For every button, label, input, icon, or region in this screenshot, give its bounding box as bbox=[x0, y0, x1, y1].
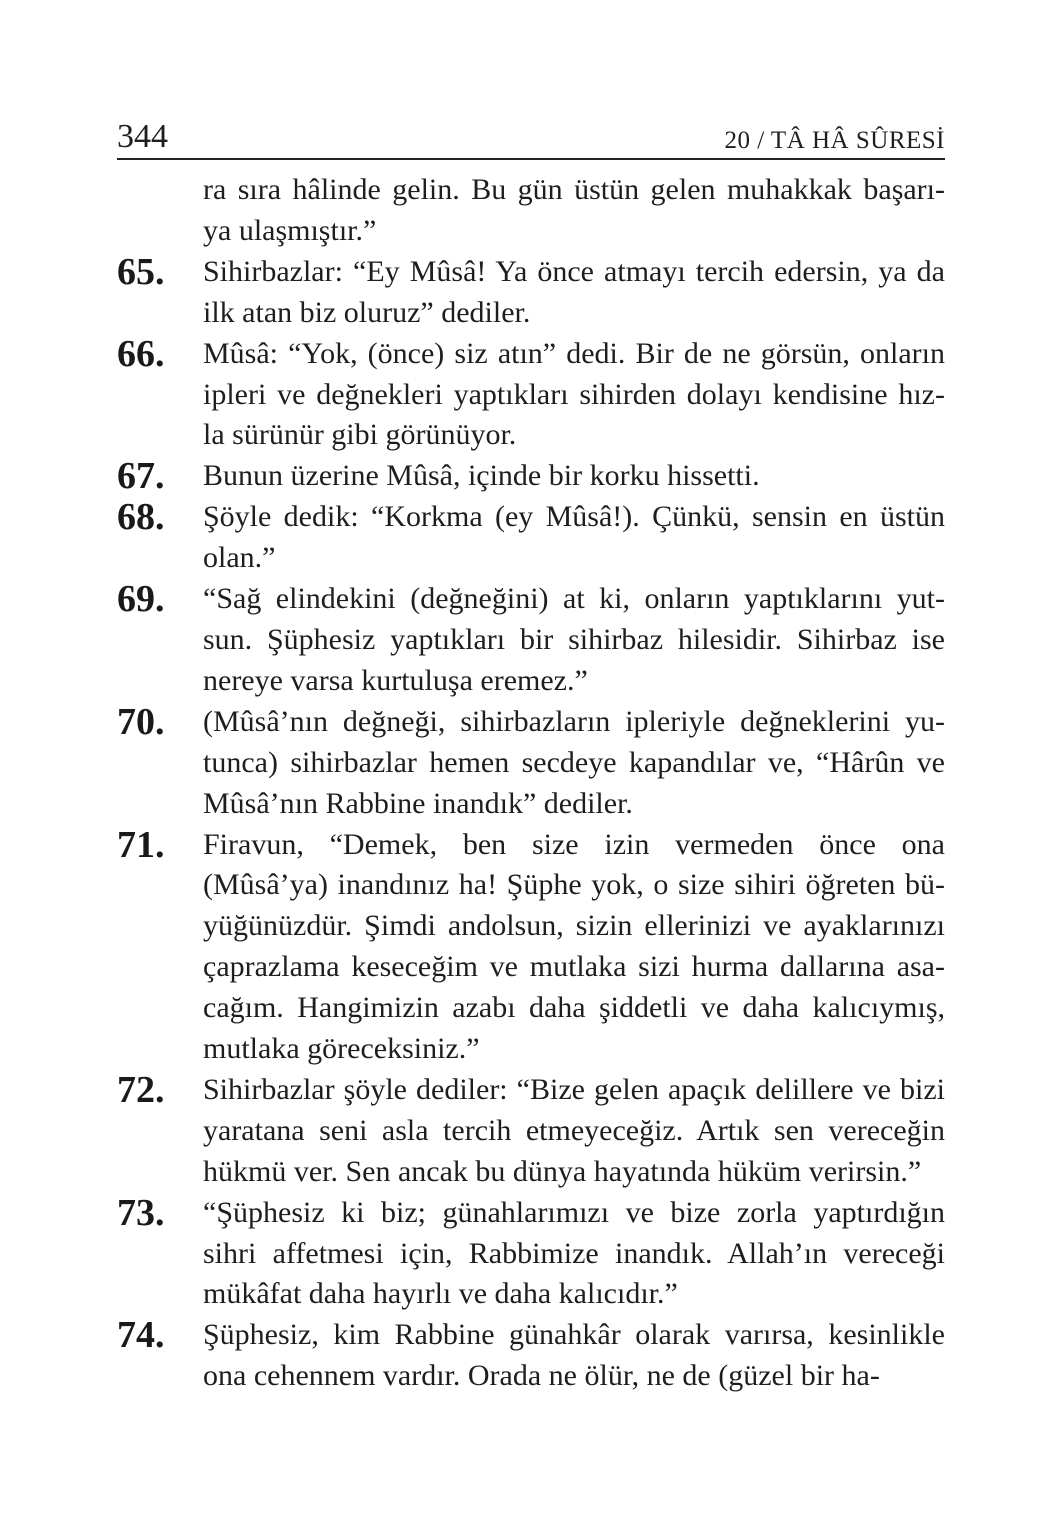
verse-number: 65. bbox=[117, 250, 165, 293]
verse-text bbox=[203, 825, 945, 1070]
verse-text bbox=[203, 252, 945, 334]
verse-number: 71. bbox=[117, 823, 165, 866]
text-line: sun. Şüphesiz yaptıkları bir sihirbaz hilesidir. Sihirbaz ise bbox=[203, 622, 945, 656]
verse bbox=[117, 252, 945, 334]
text-line: ra sıra hâlinde gelin. Bu gün üstün gelen muhakkak başarı- bbox=[203, 173, 945, 206]
text-line: (Mûsâ’ya) inandınız ha! Şüphe yok, o size sihiri öğreten bü- bbox=[203, 868, 945, 902]
verse-text bbox=[203, 334, 945, 457]
text-line: nereye varsa kurtuluşa eremez.” bbox=[203, 663, 588, 697]
verse-text bbox=[203, 170, 945, 252]
text-line: tunca) sihirbazlar hemen secdeye kapandılar ve, “Hârûn ve bbox=[203, 745, 945, 779]
verse-text bbox=[203, 1070, 945, 1193]
verse bbox=[117, 334, 945, 457]
text-line: cağım. Hangimizin azabı daha şiddetli ve daha kalıcıymış, bbox=[203, 991, 945, 1025]
verse bbox=[117, 702, 945, 825]
text-line: hükmü ver. Sen ancak bu dünya hayatında hüküm verirsin.” bbox=[203, 1154, 922, 1188]
verse bbox=[117, 1193, 945, 1316]
verse-text bbox=[203, 702, 945, 825]
verse-text bbox=[203, 456, 945, 497]
text-line: Firavun, “Demek, ben size izin vermeden önce ona bbox=[203, 827, 945, 861]
running-head: 20 / TÂ HÂ SÛRESİ bbox=[724, 127, 945, 154]
verse bbox=[117, 825, 945, 1070]
text-line: ilk atan biz oluruz” dediler. bbox=[203, 295, 531, 329]
verse-text bbox=[203, 579, 945, 702]
verse-number: 74. bbox=[117, 1314, 165, 1357]
text-line: Sihirbazlar şöyle dediler: “Bize gelen apaçık delillere ve bizi bbox=[203, 1072, 945, 1106]
text-line: çaprazlama keseceğim ve mutlaka sizi hurma dallarına asa- bbox=[203, 950, 945, 984]
verse bbox=[117, 170, 945, 252]
text-line: ona cehennem vardır. Orada ne ölür, ne de (güzel bir ha- bbox=[203, 1359, 880, 1393]
verse-text bbox=[203, 1193, 945, 1316]
text-line: “Şüphesiz ki biz; günahlarımızı ve bize zorla yaptırdığın bbox=[203, 1195, 945, 1229]
text-line: Şüphesiz, kim Rabbine günahkâr olarak varırsa, kesinlikle bbox=[203, 1318, 945, 1352]
text-line: mutlaka göreceksiniz.” bbox=[203, 1032, 480, 1066]
verse-number: 67. bbox=[117, 455, 165, 498]
text-line: olan.” bbox=[203, 541, 276, 575]
page-number: 344 bbox=[117, 118, 168, 155]
verse bbox=[117, 1315, 945, 1397]
page-header bbox=[117, 118, 945, 160]
text-line: yüğünüzdür. Şimdi andolsun, sizin ellerinizi ve ayaklarınızı bbox=[203, 909, 945, 943]
verse-number: 68. bbox=[117, 496, 165, 539]
text-line: Mûsâ’nın Rabbine inandık” dediler. bbox=[203, 786, 633, 820]
verse-number: 66. bbox=[117, 332, 165, 375]
verse bbox=[117, 497, 945, 579]
text-line: “Sağ elindekini (değneğini) at ki, onların yaptıklarını yut- bbox=[203, 582, 945, 616]
text-line: la sürünür gibi görünüyor. bbox=[203, 418, 517, 452]
verse bbox=[117, 1070, 945, 1193]
verse-list bbox=[117, 170, 945, 1397]
text-line: Mûsâ: “Yok, (önce) siz atın” dedi. Bir de ne görsün, onların bbox=[203, 336, 945, 370]
verse-number: 72. bbox=[117, 1068, 165, 1111]
text-line: mükâfat daha hayırlı ve daha kalıcıdır.” bbox=[203, 1277, 678, 1311]
verse-text bbox=[203, 1315, 945, 1397]
text-line: ya ulaşmıştır.” bbox=[203, 213, 377, 247]
text-line: Sihirbazlar: “Ey Mûsâ! Ya önce atmayı tercih edersin, ya da bbox=[203, 254, 945, 288]
verse-number: 69. bbox=[117, 578, 165, 621]
text-line: sihri affetmesi için, Rabbimize inandık. Allah’ın vereceği bbox=[203, 1236, 945, 1270]
verse bbox=[117, 456, 945, 497]
verse bbox=[117, 579, 945, 702]
text-line: Şöyle dedik: “Korkma (ey Mûsâ!). Çünkü, sensin en üstün bbox=[203, 500, 945, 534]
text-line: yaratana seni asla tercih etmeyeceğiz. Artık sen vereceğin bbox=[203, 1113, 945, 1147]
verse-text bbox=[203, 497, 945, 579]
text-line: ipleri ve değnekleri yaptıkları sihirden dolayı kendisine hız- bbox=[203, 377, 945, 411]
text-line: (Mûsâ’nın değneği, sihirbazların ipleriyle değneklerini yu- bbox=[203, 704, 945, 738]
verse-number: 73. bbox=[117, 1191, 165, 1234]
text-line: Bunun üzerine Mûsâ, içinde bir korku hissetti. bbox=[203, 459, 760, 493]
verse-number: 70. bbox=[117, 700, 165, 743]
